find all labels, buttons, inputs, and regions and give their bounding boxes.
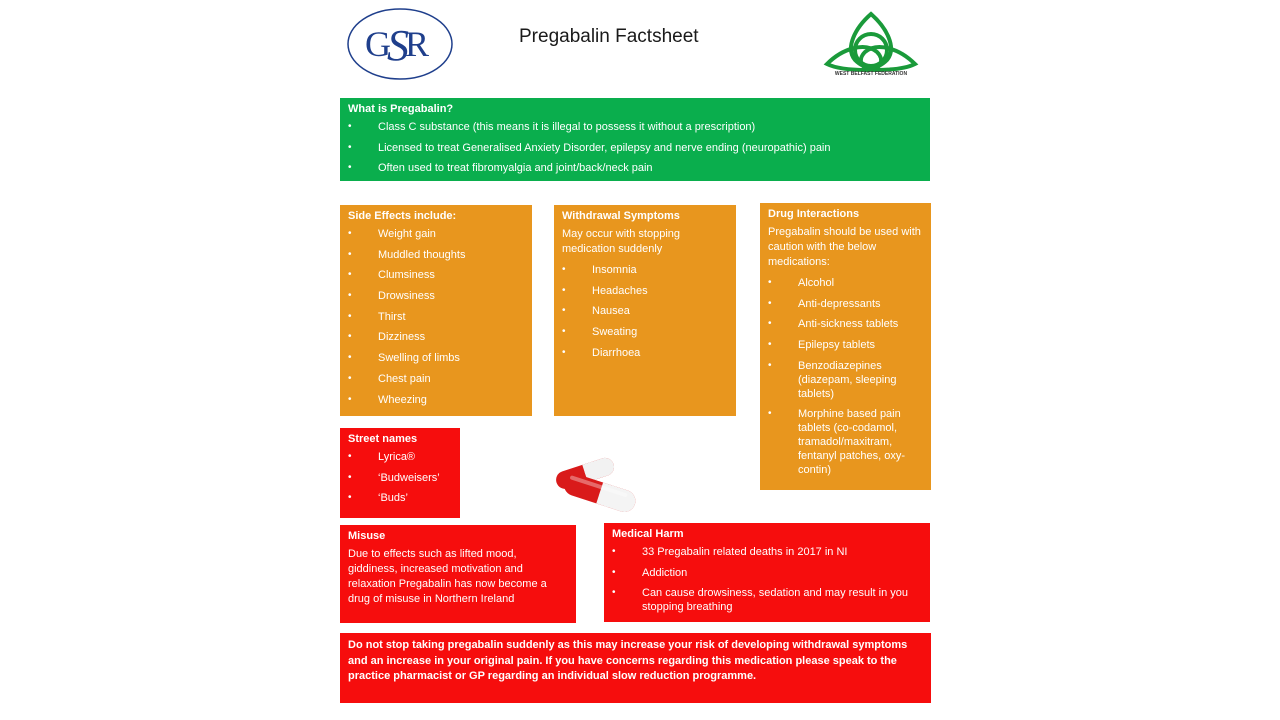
misuse-title: Misuse — [348, 530, 386, 542]
withdrawal-title: Withdrawal Symptoms — [562, 210, 680, 222]
medical-harm-section — [604, 523, 930, 622]
list-item: • Insomnia — [562, 263, 728, 277]
federation-logo-text: WEST BELFAST FEDERATION — [834, 71, 908, 77]
list-item: • Weight gain — [348, 227, 524, 241]
list-item: • Often used to treat fibromyalgia and joint/back/neck pain — [348, 161, 922, 175]
list-item: • Lyrica® — [348, 450, 452, 464]
list-item: • Thirst — [348, 310, 524, 324]
list-item: • Anti-sickness tablets — [768, 317, 923, 331]
street-names-section — [340, 428, 460, 518]
drug-interactions-intro: Pregabalin should be used with caution with the below medications: — [768, 226, 921, 268]
warning-text: Do not stop taking pregabalin suddenly as this may increase your risk of developing withdrawal symptoms and an increase in your original pain. If you have concerns regarding this medication please speak to the practice pharmacist or GP regarding an individual slow reduction programme. — [348, 639, 908, 682]
side-effects-title: Side Effects include: — [348, 210, 457, 222]
what-is-title: What is Pregabalin? — [348, 103, 454, 115]
capsule-pills-icon — [545, 452, 645, 512]
svg-text:R: R — [405, 24, 430, 64]
list-item: • Dizziness — [348, 330, 524, 344]
svg-text:G: G — [365, 24, 391, 64]
withdrawal-intro: May occur with stopping medication suddenly — [562, 228, 680, 255]
page-title: Pregabalin Factsheet — [519, 26, 699, 47]
list-item: • Wheezing — [348, 393, 524, 407]
list-item: • Muddled thoughts — [348, 248, 524, 262]
list-item: • Diarrhoea — [562, 346, 728, 360]
list-item: • ‘Buds’ — [348, 491, 452, 505]
list-item: • Morphine based pain tablets (co-codamol, tramadol/maxitram, fentanyl patches, oxy-contin) — [768, 407, 923, 477]
drug-interactions-section — [760, 203, 931, 490]
list-item: • Sweating — [562, 325, 728, 339]
list-item: • Licensed to treat Generalised Anxiety Disorder, epilepsy and nerve ending (neuropathic) pain — [348, 141, 922, 155]
list-item: • Addiction — [612, 566, 922, 580]
list-item: • Headaches — [562, 284, 728, 298]
list-item: • ‘Budweisers’ — [348, 471, 452, 485]
withdrawal-section — [554, 205, 736, 416]
list-item: • Chest pain — [348, 372, 524, 386]
svg-text:S: S — [387, 21, 409, 70]
list-item: • Clumsiness — [348, 268, 524, 282]
list-item: • Class C substance (this means it is illegal to possess it without a prescription) — [348, 120, 922, 134]
misuse-text: Due to effects such as lifted mood, giddiness, increased motivation and relaxation Pregabalin has now become a drug of misuse in Northern Ireland — [348, 548, 547, 605]
list-item: • 33 Pregabalin related deaths in 2017 in NI — [612, 545, 922, 559]
list-item: • Epilepsy tablets — [768, 338, 923, 352]
medical-harm-title: Medical Harm — [612, 528, 684, 540]
list-item: • Anti-depressants — [768, 297, 923, 311]
celtic-knot-logo-icon — [815, 8, 927, 80]
list-item: • Swelling of limbs — [348, 351, 524, 365]
side-effects-section — [340, 205, 532, 416]
street-names-title: Street names — [348, 433, 418, 445]
list-item: • Benzodiazepines (diazepam, sleeping tablets) — [768, 359, 923, 401]
list-item: • Nausea — [562, 304, 728, 318]
gsr-logo-icon — [345, 6, 455, 82]
warning-section — [340, 633, 931, 703]
list-item: • Can cause drowsiness, sedation and may result in you stopping breathing — [612, 586, 922, 614]
misuse-section — [340, 525, 576, 623]
drug-interactions-title: Drug Interactions — [768, 208, 860, 220]
list-item: • Alcohol — [768, 276, 923, 290]
list-item: • Drowsiness — [348, 289, 524, 303]
what-is-section — [340, 98, 930, 181]
